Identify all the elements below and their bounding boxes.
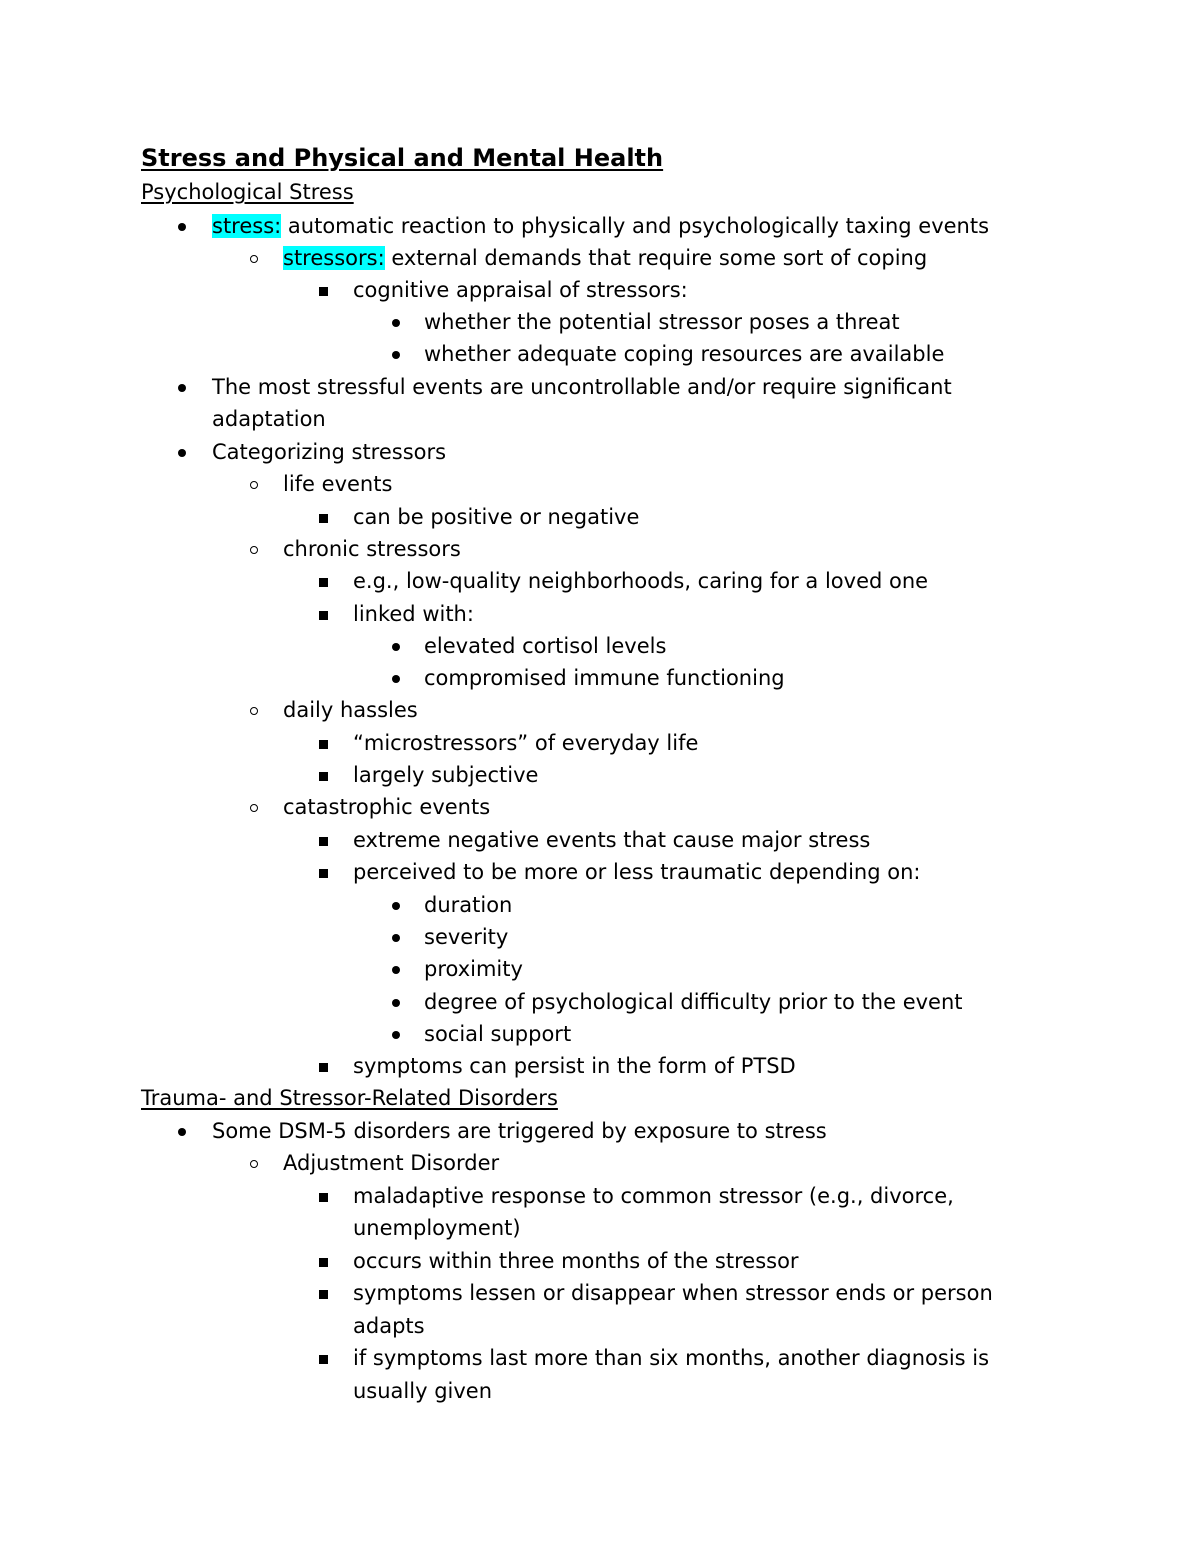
- list-item: [424, 306, 900, 338]
- list-item-text: usually given: [353, 1379, 493, 1403]
- list-item: [283, 533, 461, 565]
- bullet-square-icon: [319, 1290, 328, 1299]
- bullet-disc-icon: [178, 1128, 186, 1136]
- bullet-square-icon: [319, 772, 328, 781]
- list-item: [424, 630, 666, 662]
- definition-text: automatic reaction to physically and psychologically taxing events: [281, 214, 990, 238]
- bullet-disc-icon: [392, 675, 400, 683]
- list-item: [424, 889, 512, 921]
- bullet-disc-icon: [392, 351, 400, 359]
- list-item-text: whether the potential stressor poses a threat: [424, 310, 900, 334]
- list-item-text: catastrophic events: [283, 795, 491, 819]
- list-item-text: if symptoms last more than six months, another diagnosis is: [353, 1346, 990, 1370]
- list-item-text: largely subjective: [353, 763, 539, 787]
- list-item: [424, 1018, 571, 1050]
- list-item: [424, 662, 785, 694]
- bullet-square-icon: [319, 1355, 328, 1364]
- list-item-text: cognitive appraisal of stressors:: [353, 278, 688, 302]
- list-item-text: maladaptive response to common stressor (e.g., divorce,: [353, 1184, 954, 1208]
- bullet-circle-icon: [250, 255, 258, 263]
- section-heading-psychological-stress: Psychological Stress: [141, 180, 354, 204]
- list-item: [353, 1342, 989, 1374]
- list-item: [353, 1245, 799, 1277]
- bullet-disc-icon: [178, 449, 186, 457]
- bullet-disc-icon: [392, 902, 400, 910]
- list-item: [353, 759, 538, 791]
- bullet-disc-icon: [392, 643, 400, 651]
- list-item-text: adapts: [353, 1314, 425, 1338]
- highlighted-term: stressors:: [283, 246, 385, 270]
- bullet-square-icon: [319, 1063, 328, 1072]
- bullet-disc-icon: [392, 319, 400, 327]
- list-item: [353, 727, 698, 759]
- list-item-text: linked with:: [353, 602, 474, 626]
- list-item-text: Categorizing stressors: [212, 440, 447, 464]
- bullet-disc-icon: [392, 966, 400, 974]
- list-item-text: duration: [424, 893, 513, 917]
- list-item: [353, 1180, 954, 1212]
- definition-text: external demands that require some sort of coping: [384, 246, 928, 270]
- list-item-text: “microstressors” of everyday life: [353, 731, 699, 755]
- list-item-text: degree of psychological difficulty prior to the event: [424, 990, 963, 1014]
- list-item: [424, 338, 944, 370]
- list-item-text: extreme negative events that cause major stress: [353, 828, 871, 852]
- bullet-disc-icon: [392, 999, 400, 1007]
- list-item: [424, 953, 523, 985]
- list-item: [283, 694, 418, 726]
- bullet-disc-icon: [392, 1031, 400, 1039]
- list-item-continuation: [353, 1375, 492, 1407]
- list-item: [212, 436, 446, 468]
- bullet-square-icon: [319, 1193, 328, 1202]
- list-item-text: daily hassles: [283, 698, 418, 722]
- bullet-square-icon: [319, 287, 328, 296]
- list-item-text: chronic stressors: [283, 537, 461, 561]
- highlighted-term: stress:: [212, 214, 282, 238]
- list-item: [424, 921, 508, 953]
- section-heading-trauma-disorders: Trauma- and Stressor-Related Disorders: [141, 1086, 558, 1110]
- list-item-text: occurs within three months of the stressor: [353, 1249, 799, 1273]
- bullet-disc-icon: [178, 384, 186, 392]
- list-item-text: elevated cortisol levels: [424, 634, 667, 658]
- list-item: [283, 791, 490, 823]
- list-item: [353, 274, 688, 306]
- list-item: [212, 1115, 827, 1147]
- list-item-text: e.g., low-quality neighborhoods, caring for a loved one: [353, 569, 929, 593]
- list-item: [424, 986, 963, 1018]
- list-item-text: symptoms can persist in the form of PTSD: [353, 1054, 796, 1078]
- list-item-text: Some DSM-5 disorders are triggered by exposure to stress: [212, 1119, 827, 1143]
- bullet-square-icon: [319, 514, 328, 523]
- list-item-text: social support: [424, 1022, 572, 1046]
- list-item-text: life events: [283, 472, 393, 496]
- bullet-square-icon: [319, 1258, 328, 1267]
- list-item-text: adaptation: [212, 407, 326, 431]
- bullet-circle-icon: [250, 546, 258, 554]
- bullet-square-icon: [319, 837, 328, 846]
- list-item-text: symptoms lessen or disappear when stressor ends or person: [353, 1281, 993, 1305]
- list-item-text: Adjustment Disorder: [283, 1151, 500, 1175]
- bullet-circle-icon: [250, 707, 258, 715]
- list-item: [283, 468, 392, 500]
- list-item: [283, 1147, 499, 1179]
- bullet-disc-icon: [392, 934, 400, 942]
- list-item: [212, 371, 952, 403]
- list-item-continuation: [212, 403, 326, 435]
- list-item: [353, 565, 928, 597]
- bullet-circle-icon: [250, 481, 258, 489]
- list-item: [353, 824, 870, 856]
- document-title: Stress and Physical and Mental Health: [141, 144, 664, 172]
- bullet-square-icon: [319, 611, 328, 620]
- bullet-square-icon: [319, 578, 328, 587]
- bullet-square-icon: [319, 740, 328, 749]
- list-item-text: whether adequate coping resources are available: [424, 342, 945, 366]
- list-item: [212, 210, 989, 242]
- list-item-text: perceived to be more or less traumatic depending on:: [353, 860, 921, 884]
- list-item: [353, 1277, 993, 1309]
- list-item-text: The most stressful events are uncontrollable and/or require significant: [212, 375, 952, 399]
- list-item-continuation: [353, 1212, 521, 1244]
- bullet-circle-icon: [250, 1160, 258, 1168]
- list-item-continuation: [353, 1310, 425, 1342]
- list-item: [283, 242, 927, 274]
- list-item-text: severity: [424, 925, 509, 949]
- bullet-disc-icon: [178, 223, 186, 231]
- list-item: [353, 598, 474, 630]
- list-item-text: can be positive or negative: [353, 505, 640, 529]
- list-item-text: proximity: [424, 957, 523, 981]
- list-item: [353, 856, 920, 888]
- list-item: [353, 501, 639, 533]
- bullet-square-icon: [319, 869, 328, 878]
- list-item-text: compromised immune functioning: [424, 666, 785, 690]
- bullet-circle-icon: [250, 804, 258, 812]
- list-item-text: unemployment): [353, 1216, 521, 1240]
- list-item: [353, 1050, 796, 1082]
